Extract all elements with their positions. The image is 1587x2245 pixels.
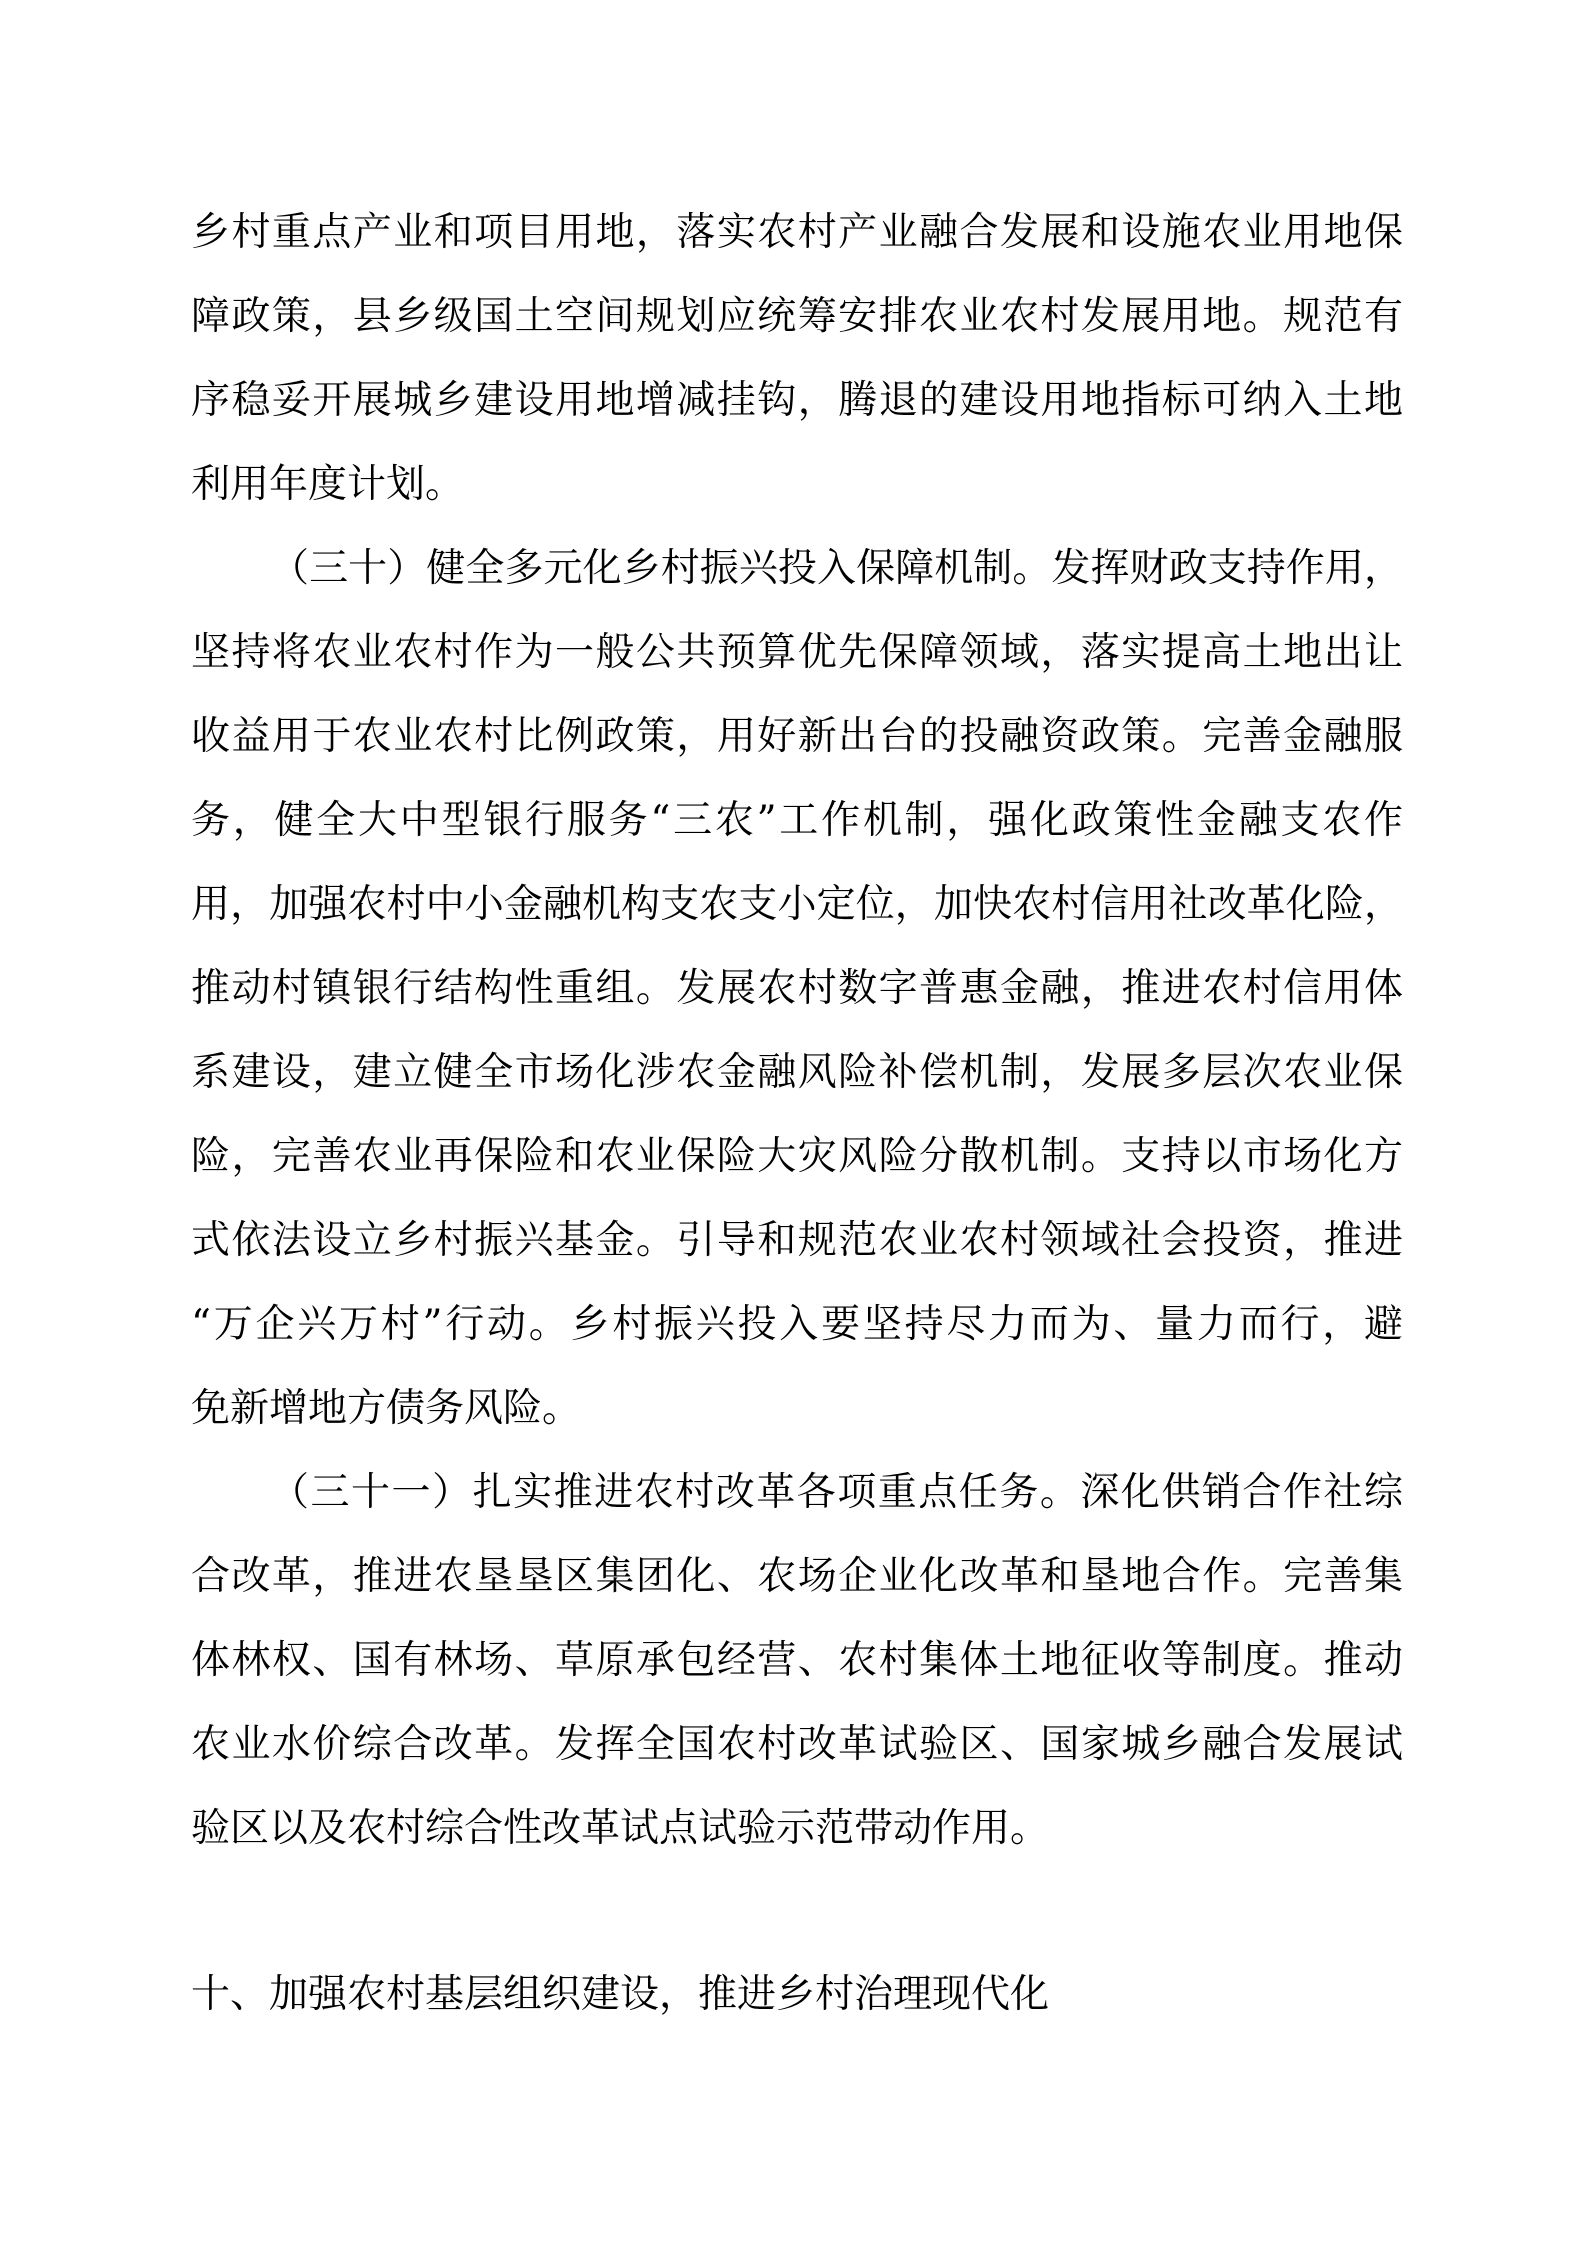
paragraph-2-line-10: “万企兴万村”行动。乡村振兴投入要坚持尽力而为、量力而行，避 — [191, 1302, 1403, 1347]
paragraph-3-line-5: 验区以及农村综合性改革试点试验示范带动作用。 — [191, 1806, 1050, 1851]
paragraph-2-line-9: 式依法设立乡村振兴基金。引导和规范农业农村领域社会投资，推进 — [191, 1218, 1403, 1263]
paragraph-2-line-3: 收益用于农业农村比例政策，用好新出台的投融资政策。完善金融服 — [191, 714, 1403, 759]
paragraph-1-line-1: 乡村重点产业和项目用地，落实农村产业融合发展和设施农业用地保 — [191, 210, 1403, 255]
paragraph-2-line-1: （三十）健全多元化乡村振兴投入保障机制。发挥财政支持作用， — [270, 546, 1403, 591]
paragraph-2-line-6: 推动村镇银行结构性重组。发展农村数字普惠金融，推进农村信用体 — [191, 966, 1403, 1011]
paragraph-2-line-8: 险，完善农业再保险和农业保险大灾风险分散机制。支持以市场化方 — [191, 1134, 1403, 1179]
paragraph-2-line-5: 用，加强农村中小金融机构支农支小定位，加快农村信用社改革化险， — [191, 882, 1403, 927]
paragraph-2-line-11: 免新增地方债务风险。 — [191, 1386, 582, 1431]
paragraph-3-line-3: 体林权、国有林场、草原承包经营、农村集体土地征收等制度。推动 — [191, 1638, 1403, 1683]
paragraph-2-line-4: 务，健全大中型银行服务“三农”工作机制，强化政策性金融支农作 — [191, 798, 1403, 843]
paragraph-3-line-4: 农业水价综合改革。发挥全国农村改革试验区、国家城乡融合发展试 — [191, 1722, 1403, 1767]
paragraph-3-line-1: （三十一）扎实推进农村改革各项重点任务。深化供销合作社综 — [270, 1470, 1403, 1515]
section-heading: 十、加强农村基层组织建设，推进乡村治理现代化 — [191, 1972, 1050, 2017]
paragraph-1-line-3: 序稳妥开展城乡建设用地增减挂钩，腾退的建设用地指标可纳入土地 — [191, 378, 1403, 423]
paragraph-1-line-2: 障政策，县乡级国土空间规划应统筹安排农业农村发展用地。规范有 — [191, 294, 1403, 339]
paragraph-3-line-2: 合改革，推进农垦垦区集团化、农场企业化改革和垦地合作。完善集 — [191, 1554, 1403, 1599]
paragraph-1-line-4: 利用年度计划。 — [191, 462, 465, 507]
paragraph-2-line-2: 坚持将农业农村作为一般公共预算优先保障领域，落实提高土地出让 — [191, 630, 1403, 675]
paragraph-2-line-7: 系建设，建立健全市场化涉农金融风险补偿机制，发展多层次农业保 — [191, 1050, 1403, 1095]
